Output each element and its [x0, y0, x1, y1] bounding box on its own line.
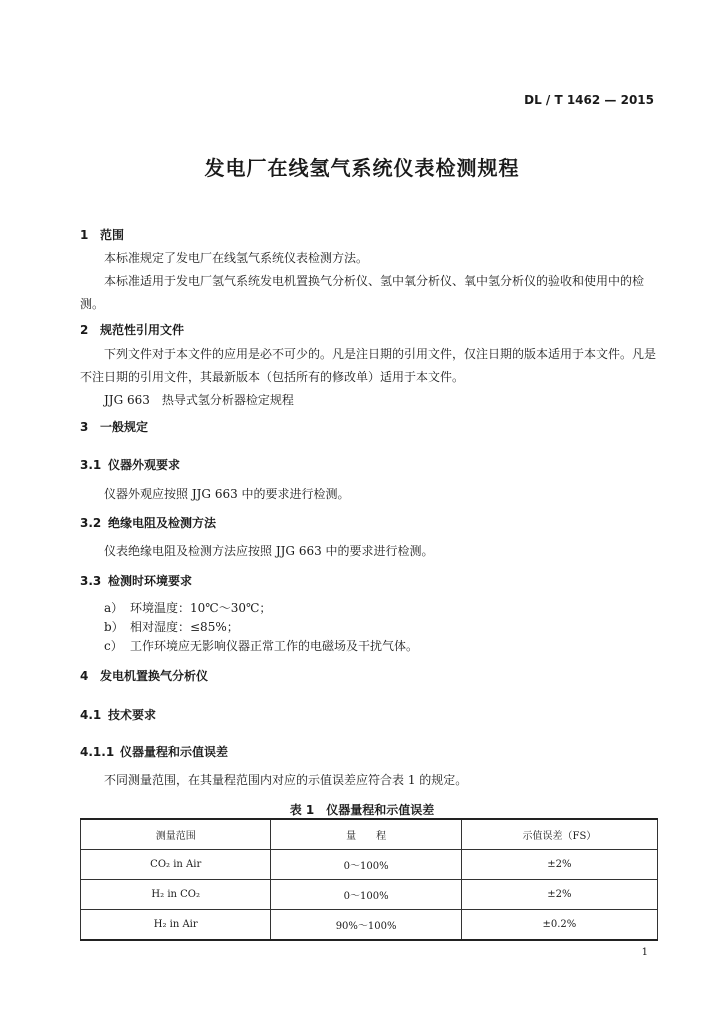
section-3-2-heading: 3.2 绝缘电阻及检测方法 — [80, 516, 217, 530]
table-cell: 0～100% — [271, 880, 461, 910]
table-cell: ±2% — [461, 850, 657, 880]
section-4-1-1-heading: 4.1.1 仪器量程和示值误差 — [80, 745, 229, 759]
list-item: b） 相对湿度：≤85%； — [104, 620, 239, 634]
table-cell: 0～100% — [271, 850, 461, 880]
table-cell: ±0.2% — [461, 910, 657, 941]
document-title: 发电厂在线氢气系统仪表检测规程 — [204, 156, 520, 180]
page-number: 1 — [641, 947, 648, 958]
standard-code: DL / T 1462 — 2015 — [524, 93, 654, 107]
section-3-2-text: 仪表绝缘电阻及检测方法应按照 JJG 663 中的要求进行检测。 — [104, 544, 434, 558]
table-header: 测量范围 — [81, 819, 271, 850]
section-4-1-1-text: 不同测量范围，在其量程范围内对应的示值误差应符合表 1 的规定。 — [104, 773, 468, 787]
section-2-para-1: 下列文件对于本文件的应用是必不可少的。凡是注日期的引用文件，仅注日期的版本适用于本文件。凡是不注日期的引用文件，其最新版本（包括所有的修改单）适用于本文件。 — [80, 347, 657, 384]
range-error-table — [80, 818, 658, 941]
section-4-heading: 4 发电机置换气分析仪 — [80, 669, 209, 683]
section-2-reference: JJG 663 热导式氢分析器检定规程 — [104, 393, 294, 407]
table-cell: CO₂ in Air — [81, 850, 271, 880]
table-header: 量 程 — [271, 819, 461, 850]
section-1-para-1: 本标准规定了发电厂在线氢气系统仪表检测方法。 — [104, 251, 369, 265]
list-item: c） 工作环境应无影响仪器正常工作的电磁场及干扰气体。 — [104, 639, 419, 653]
section-4-1-heading: 4.1 技术要求 — [80, 708, 157, 722]
table-cell: H₂ in Air — [81, 910, 271, 941]
table-row — [81, 880, 658, 910]
table-row — [81, 910, 658, 941]
table-cell: ±2% — [461, 880, 657, 910]
section-2-body — [80, 343, 658, 412]
table-row — [81, 850, 658, 880]
list-item: a） 环境温度：10℃～30℃； — [104, 601, 272, 615]
section-3-1-heading: 3.1 仪器外观要求 — [80, 458, 181, 472]
section-1-para-2: 本标准适用于发电厂氢气系统发电机置换气分析仪、氢中氧分析仪、氧中氢分析仪的验收和使用中的检测。 — [80, 274, 645, 311]
table-header: 示值误差（FS） — [461, 819, 657, 850]
table-caption: 表 1 仪器量程和示值误差 — [289, 803, 435, 817]
table-cell: 90%～100% — [271, 910, 461, 941]
section-3-heading: 3 一般规定 — [80, 420, 149, 434]
section-1-heading: 1 范围 — [80, 228, 125, 242]
table-cell: H₂ in CO₂ — [81, 880, 271, 910]
section-1-body — [80, 247, 658, 316]
section-3-3-heading: 3.3 检测时环境要求 — [80, 574, 193, 588]
table-header-row — [81, 819, 658, 850]
section-3-1-text: 仪器外观应按照 JJG 663 中的要求进行检测。 — [104, 487, 350, 501]
section-2-heading: 2 规范性引用文件 — [80, 323, 185, 337]
